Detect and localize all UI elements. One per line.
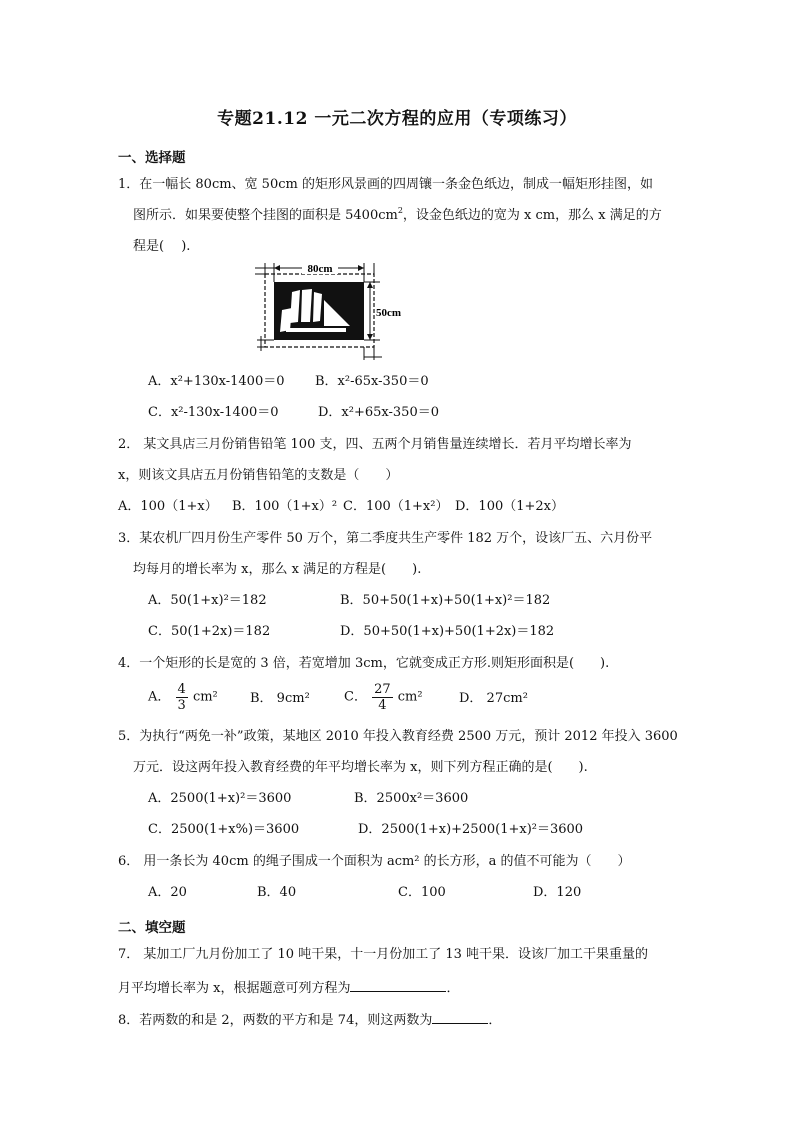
section-fill-heading: 二、填空题 bbox=[118, 920, 186, 936]
q3-option-d: D．50+50(1+x)+50(1+2x)＝182 bbox=[340, 624, 555, 639]
q6-option-c: C．100 bbox=[398, 885, 446, 900]
q7-line1: 7． 某加工厂九月份加工了 10 吨干果，十一月份加工了 13 吨干果．设该厂加工干果重量的 bbox=[118, 947, 649, 962]
q2-line2: x，则该文具店五月份销售铅笔的支数是（ ） bbox=[118, 468, 399, 483]
q6-option-a: A．20 bbox=[148, 885, 187, 900]
q4-option-d: D． 27cm² bbox=[459, 691, 528, 706]
q3-line1: 3．某农机厂四月份生产零件 50 万个，第二季度共生产零件 182 万个，设该厂五、六月份平 bbox=[118, 531, 653, 546]
q1-line2: 图所示．如果要使整个挂图的面积是 $5400cm^2$，设金色纸边的宽为 x cm，那么 x 满足的方 bbox=[133, 206, 662, 223]
q4-line1: 4．一个矩形的长是宽的 3 倍，若宽增加 3cm，它就变成正方形.则矩形面积是( ). bbox=[118, 656, 610, 671]
q2-option-b: B．100（1+x）² bbox=[232, 499, 338, 514]
q8-line1: 8．若两数的和是 2，两数的平方和是 74，则这两数为 ． bbox=[118, 1010, 501, 1029]
q2-option-d: D．100（1+2x） bbox=[455, 499, 565, 514]
q6-option-d: D．120 bbox=[533, 885, 582, 900]
q5-option-b: B．2500x²＝3600 bbox=[354, 791, 469, 806]
q6-option-b: B．40 bbox=[257, 885, 297, 900]
q5-line1: 5．为执行“两免一补”政策，某地区 2010 年投入教育经费 2500 万元，预计 2012 年投入 3600 bbox=[118, 729, 678, 744]
q1-option-d: D．x²+65x-350＝0 bbox=[318, 405, 439, 420]
q1-line3: 程是( ). bbox=[133, 239, 191, 254]
q5-line2: 万元．设这两年投入教育经费的年平均增长率为 x，则下列方程正确的是( ). bbox=[133, 760, 588, 775]
q4-option-a: A． $\frac{4}{3}$ cm² bbox=[148, 682, 218, 713]
q2-option-a: A．100（1+x） bbox=[118, 499, 218, 514]
q8-answer-blank[interactable] bbox=[432, 1010, 488, 1024]
q7-line2: 月平均增长率为 x，根据题意可列方程为 ． bbox=[118, 978, 459, 997]
q1-option-c: C．x²-130x-1400＝0 bbox=[148, 405, 279, 420]
fig-height-label: 50cm bbox=[376, 307, 402, 319]
q5-option-a: A．2500(1+x)²＝3600 bbox=[148, 791, 292, 806]
q2-option-c: C．100（1+x²） bbox=[343, 499, 449, 514]
section-choice-heading: 一、选择题 bbox=[118, 150, 186, 166]
frame-diagram bbox=[252, 260, 402, 364]
q1-option-a: A．x²+130x-1400＝0 bbox=[148, 374, 285, 389]
q1-line1: 1．在一幅长 80cm、宽 50cm 的矩形风景画的四周镶一条金色纸边，制成一幅矩形挂图，如 bbox=[118, 177, 653, 192]
q2-line1: 2． 某文具店三月份销售铅笔 100 支，四、五两个月销售量连续增长．若月平均增长率为 bbox=[118, 437, 632, 452]
q5-option-c: C．2500(1+x%)＝3600 bbox=[148, 822, 300, 837]
q6-line1: 6． 用一条长为 40cm 的绳子围成一个面积为 acm² 的长方形，a 的值不可能为（ ） bbox=[118, 854, 631, 869]
q3-option-b: B．50+50(1+x)+50(1+x)²＝182 bbox=[340, 593, 551, 608]
fig-width-label: 80cm bbox=[307, 263, 333, 275]
q5-option-d: D．2500(1+x)+2500(1+x)²＝3600 bbox=[358, 822, 584, 837]
page-title: 专题21.12 一元二次方程的应用（专项练习） bbox=[217, 109, 577, 129]
q3-line2: 均每月的增长率为 x，那么 x 满足的方程是( ). bbox=[133, 562, 422, 577]
q4-option-b: B． 9cm² bbox=[250, 691, 310, 706]
q1-option-b: B．x²-65x-350＝0 bbox=[315, 374, 429, 389]
q7-answer-blank[interactable] bbox=[350, 978, 446, 992]
q3-option-c: C．50(1+2x)＝182 bbox=[148, 624, 271, 639]
q3-option-a: A．50(1+x)²＝182 bbox=[148, 593, 267, 608]
q4-option-c: C． $\frac{27}{4}$ cm² bbox=[344, 682, 423, 713]
